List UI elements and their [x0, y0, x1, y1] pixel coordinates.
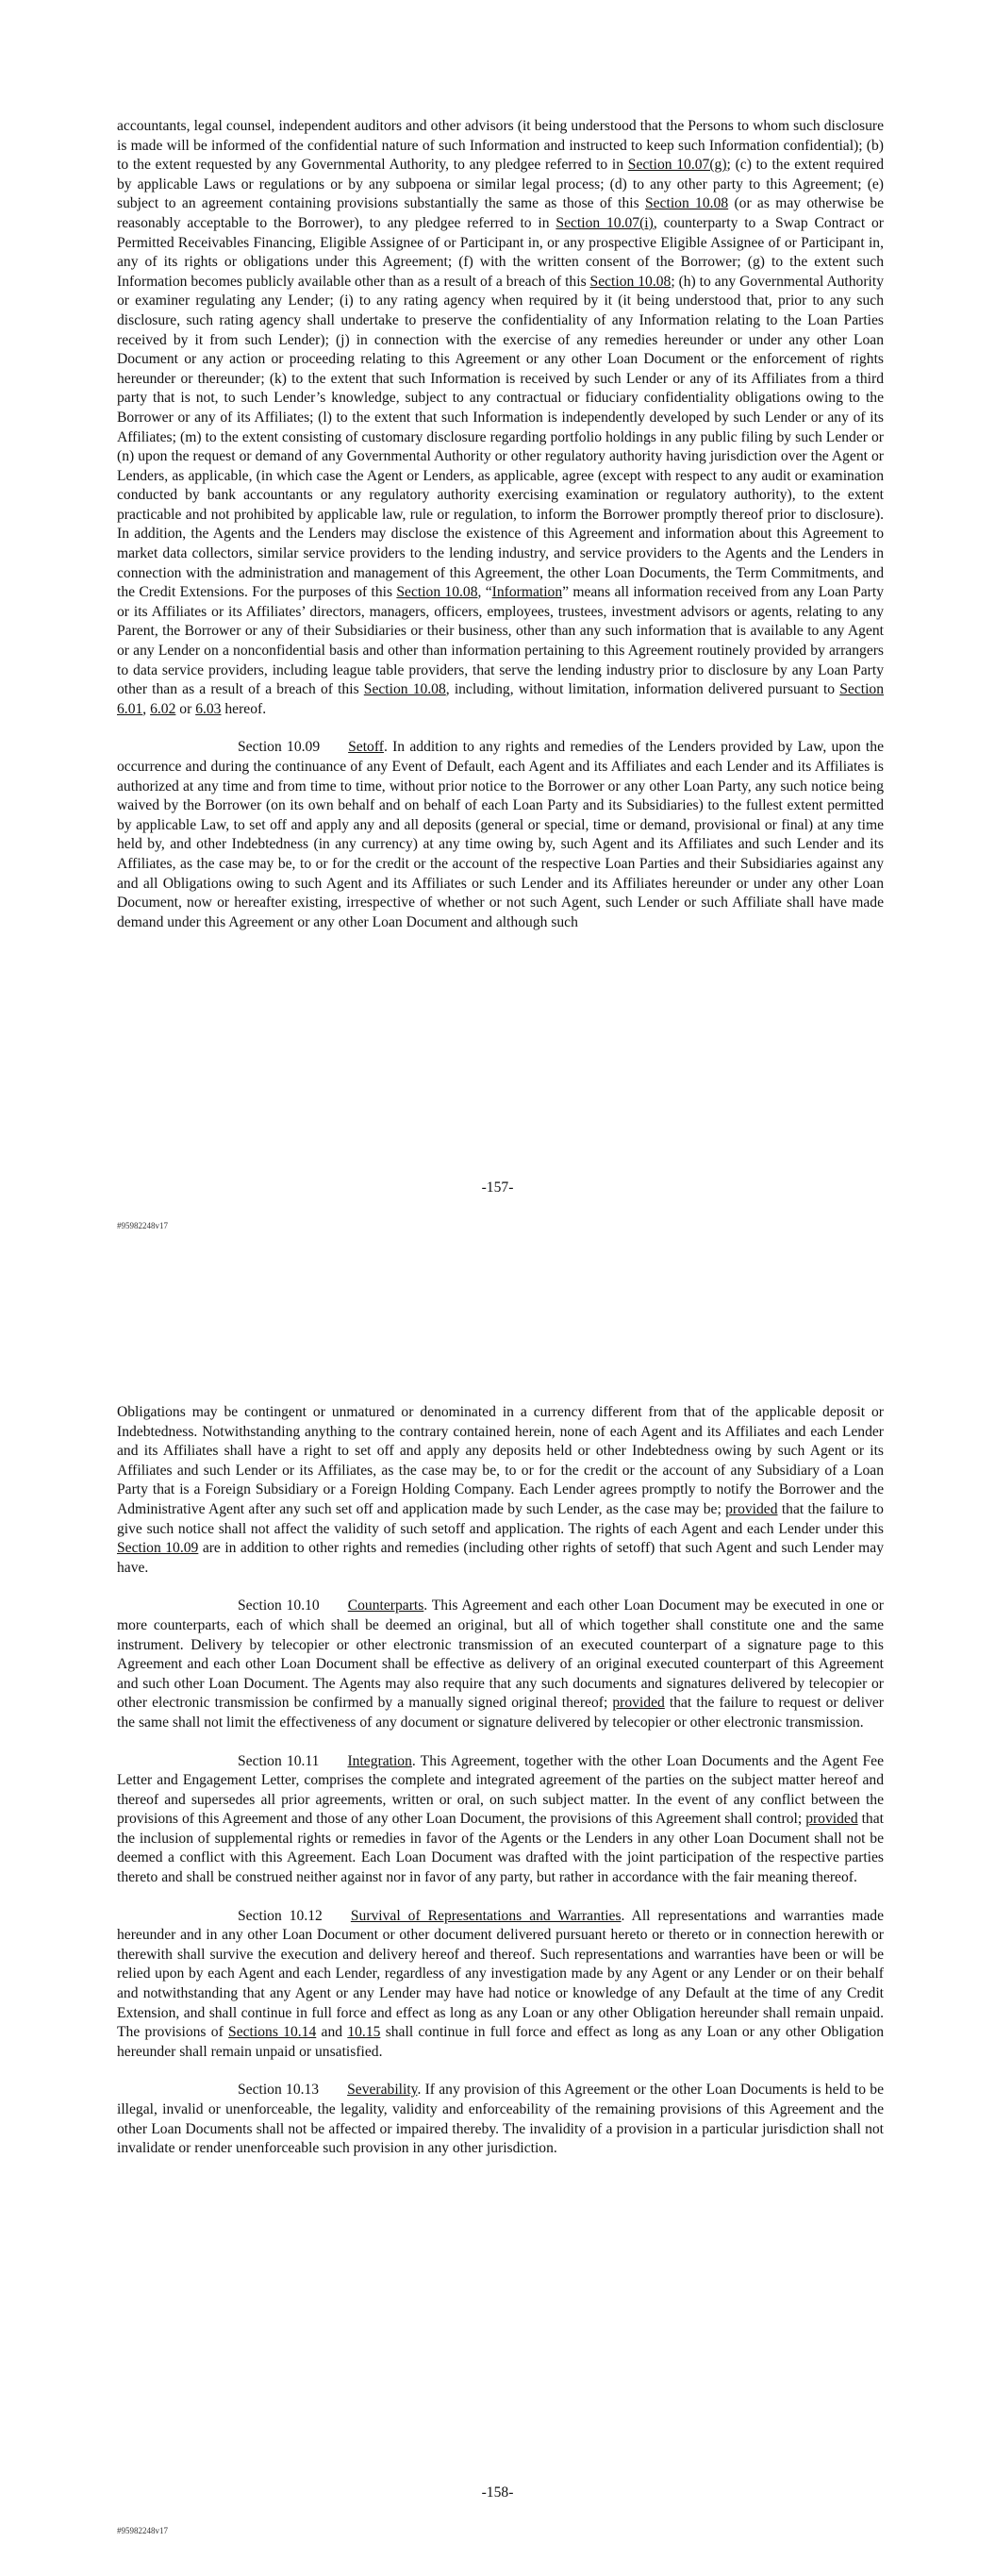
defined-term: provided: [725, 1500, 778, 1517]
counterparts-paragraph: [117, 1597, 884, 1732]
text-run: , “: [477, 584, 492, 601]
section-number: Section 10.12: [238, 1907, 323, 1924]
defined-term: provided: [805, 1811, 858, 1828]
section-reference: 10.15: [347, 2024, 381, 2041]
page-number: -158-: [481, 2484, 514, 2501]
section-reference: Section 10.08: [363, 681, 446, 698]
text-run: . This Agreement and each other Loan Document may be executed in one or more counterparts, each of which shall be deemed an original, but all of which together shall constitute one and the same instrument. Delivery by telecopier or other electronic transmission of an executed counterpart of a signature page to this Agreement and each other Loan Document shall be effective as delivery of an original executed counterpart of this Agreement and such other Loan Document. The Agents may also require that any such documents and signatures delivered by telecopier or other electronic transmission be confirmed by a manually signed original thereof;: [117, 1597, 884, 1712]
section-heading: Survival of Representations and Warranties: [350, 1907, 622, 1924]
text-run: ,: [142, 700, 151, 717]
text-run: . This Agreement, together with the other Loan Documents and the Agent Fee Letter and Engagement Letter, comprises the complete and integrated agreement of the parties on the subject matter hereof and thereof and supersedes all prior agreements, written or oral, on such subject matter. In the event of any conflict between the provisions of this Agreement and those of any other Loan Document, the provisions of this Agreement shall control;: [117, 1752, 884, 1828]
text-run: shall continue in full force and effect as long as any Loan or any other Obligation hereunder shall remain unpaid or unsatisfied.: [117, 2024, 884, 2060]
text-run: , counterparty to a Swap Contract or Permitted Receivables Financing, Eligible Assignee of or Participant in, or any prospective Eligible Assignee of or Participant in, any of its rights or obligations under this Agreement; (f) with the written consent of the Borrower; (g) to the extent such Information becomes publicly available other than as a result of a breach of this: [117, 214, 884, 290]
survival-paragraph: [117, 1907, 884, 2063]
section-heading: Counterparts: [347, 1597, 424, 1614]
text-run: . If any provision of this Agreement or the other Loan Documents is held to be illegal, invalid or unenforceable, the legality, validity and enforceability of the remaining provisions of this Agreement and the other Loan Documents shall not be affected or impaired thereby. The invalidity of a provision in a particular jurisdiction shall not invalidate or render unenforceable such provision in any other jurisdiction.: [117, 2082, 884, 2157]
defined-term: provided: [612, 1695, 665, 1712]
text-run: (or as may otherwise be reasonably acceptable to the Borrower), to any pledgee referred to in: [117, 195, 885, 231]
text-run: or: [175, 700, 196, 717]
text-run: ; (c) to the extent required by applicable Laws or regulations or by any subpoena or similar legal process; (d) to any other party to this Agreement; (e) subject to an agreement containing provisions substantially the same as those of this: [117, 157, 884, 212]
section-number: Section 10.13: [238, 2082, 320, 2099]
document-id: #95982248v17: [117, 1221, 168, 1230]
section-number: Section 10.10: [238, 1597, 320, 1614]
section-reference: Section 10.08: [589, 273, 672, 290]
page-number: -157-: [481, 1179, 514, 1196]
text-run: that the inclusion of supplemental rights or remedies in favor of the Agents or the Lenders in any other Loan Document shall not be deemed a conflict with this Agreement. Each Loan Document was drafted with the joint participation of the respective parties thereto and shall be construed neither against nor in favor of any party, but rather in accordance with the fair meaning thereof.: [117, 1811, 884, 1886]
section-heading: Integration: [347, 1752, 412, 1769]
setoff-continuation-paragraph: [117, 1403, 884, 1578]
section-reference: Sections 10.14: [228, 2024, 317, 2041]
page-158: [0, 1288, 995, 2576]
text-run: Obligations may be contingent or unmatured or denominated in a currency different from that of the applicable deposit or Indebtedness. Notwithstanding anything to the contrary contained herein, none of each Agent and its Affiliates and each Lender and its Affiliates shall have a right to set off and apply any deposits held or other Indebtedness owing by such Agent or its Affiliates and such Lender or its Affiliates, as the case may be, to or for the credit or the account of any Subsidiary of a Loan Party that is a Foreign Subsidiary or a Foreign Holding Company. Each Lender agrees promptly to notify the Borrower and the Administrative Agent after any such set off and application made by such Lender, as the case may be;: [117, 1404, 884, 1517]
section-heading: Setoff: [348, 739, 384, 756]
text-run: ; (h) to any Governmental Authority or examiner regulating any Lender; (i) to any rating agency when required by it (it being understood that, prior to any such disclosure, such rating agency shall undertake to preserve the confidentiality of any Information relating to the Loan Parties received by it from such Lender); (j) in connection with the exercise of any remedies hereunder or under any other Loan Document or any action or proceeding relating to this Agreement or any other Loan Document or the enforcement of rights hereunder or thereunder; (k) to the extent that such Information is received by such Lender or any of its Affiliates from a third party that is not, to such Lender’s knowledge, subject to any contractual or fiduciary confidentiality obligations owing to the Borrower or any of its Affiliates; (l) to the extent that such Information is independently developed by such Lender or any of its Affiliates; (m) to the extent consisting of customary disclosure regarding portfolio holdings in any public filing by such Lender or (n) upon the request or demand of any Governmental Authority or other regulatory authority having jurisdiction over the Agent or Lenders, as applicable, (in which case the Agent or Lenders, as applicable, agree (except with respect to any audit or examination conducted by bank accountants or any regulatory authority exercising examination or regulatory authority), to the extent practicable and not prohibited by applicable law, rule or regulation, to inform the Borrower promptly thereof prior to disclosure). In addition, the Agents and the Lenders may disclose the existence of this Agreement and information about this Agreement to market data collectors, similar service providers to the lending industry, and service providers to the Agents and the Lenders in connection with the administration and management of this Agreement, the other Loan Documents, the Term Commitments, and the Credit Extensions. For the purposes of this: [117, 273, 885, 601]
section-reference: Section 10.07(i): [556, 214, 654, 231]
section-reference: 6.03: [195, 700, 222, 717]
text-run: are in addition to other rights and remedies (including other rights of setoff) that such Agent and such Lender may have.: [117, 1540, 884, 1576]
section-reference: Section 10.08: [644, 195, 729, 212]
text-run: that the failure to request or deliver the same shall not limit the effectiveness of any document or signature delivered by telecopier or other electronic transmission.: [117, 1695, 884, 1731]
text-run: accountants, legal counsel, independent auditors and other advisors (it being understood that the Persons to whom such disclosure is made will be informed of the confidential nature of such Information and instructed to keep such Information confidential); (b) to the extent requested by any Governmental Authority, to any pledgee referred to in: [117, 118, 884, 174]
section-reference: Section 10.09: [117, 1540, 199, 1557]
text-run: and: [316, 2024, 348, 2041]
document-id: #95982248v17: [117, 2526, 168, 2535]
section-reference: Section 6.01: [117, 681, 884, 717]
section-number: Section 10.11: [238, 1752, 320, 1769]
section-reference: Section 10.07(g): [627, 157, 727, 174]
page-157-body: [117, 117, 884, 951]
section-heading: Severability: [347, 2082, 418, 2099]
section-number: Section 10.09: [238, 739, 321, 756]
severability-paragraph: [117, 2081, 884, 2158]
text-run: hereof.: [221, 700, 267, 717]
section-reference: Section 10.08: [396, 584, 478, 601]
page-158-body: [117, 1403, 884, 2178]
text-run: that the failure to give such notice shall not affect the validity of such setoff and application. The rights of each Agent and each Lender under this: [117, 1500, 884, 1537]
text-run: , including, without limitation, information delivered pursuant to: [445, 681, 840, 698]
confidentiality-continuation-paragraph: [117, 117, 884, 719]
integration-paragraph: [117, 1752, 884, 1888]
text-run: ” means all information received from any Loan Party or its Affiliates or its Affiliates’ directors, managers, officers, employees, trustees, investment advisors or agents, relating to any Parent, the Borrower or any of their Subsidiaries or their business, other than any such information that is available to any Agent or any Lender on a nonconfidential basis and other than information pertaining to this Agreement routinely provided by arrangers to data service providers, including league table providers, that serve the lending industry prior to disclosure by any Loan Party other than as a result of a breach of this: [117, 584, 884, 698]
text-run: . In addition to any rights and remedies of the Lenders provided by Law, upon the occurrence and during the continuance of any Event of Default, each Agent and its Affiliates and each Lender and its Affiliates is authorized at any time and from time to time, without prior notice to the Borrower or any other Loan Party, any such notice being waived by the Borrower (on its own behalf and on behalf of each Loan Party and its Subsidiaries) to the fullest extent permitted by applicable Law, to set off and apply any and all deposits (general or special, time or demand, provisional or final) at any time held by, and other Indebtedness (in any currency) at any time owing by, such Agent and its Affiliates and such Lender and its Affiliates, as the case may be, to or for the credit or the account of the respective Loan Parties and their Subsidiaries against any and all Obligations owing to such Agent and its Affiliates or such Lender and its Affiliates hereunder or under any other Loan Document, now or hereafter existing, irrespective of whether or not such Agent, such Lender or such Affiliate shall have made demand under this Agreement or any other Loan Document and although such: [117, 739, 884, 930]
defined-term: Information: [491, 584, 563, 601]
text-run: . All representations and warranties made hereunder and in any other Loan Document or other document delivered pursuant hereto or thereto or in connection herewith or therewith shall survive the execution and delivery hereof and thereof. Such representations and warranties have been or will be relied upon by each Agent and each Lender, regardless of any investigation made by any Agent or any Lender or on their behalf and notwithstanding that any Agent or any Lender may have had notice or knowledge of any Default at the time of any Credit Extension, and shall continue in full force and effect as long as any Loan or any other Obligation hereunder shall remain unpaid. The provisions of: [117, 1907, 884, 2041]
setoff-paragraph: [117, 738, 884, 932]
section-reference: 6.02: [150, 700, 176, 717]
